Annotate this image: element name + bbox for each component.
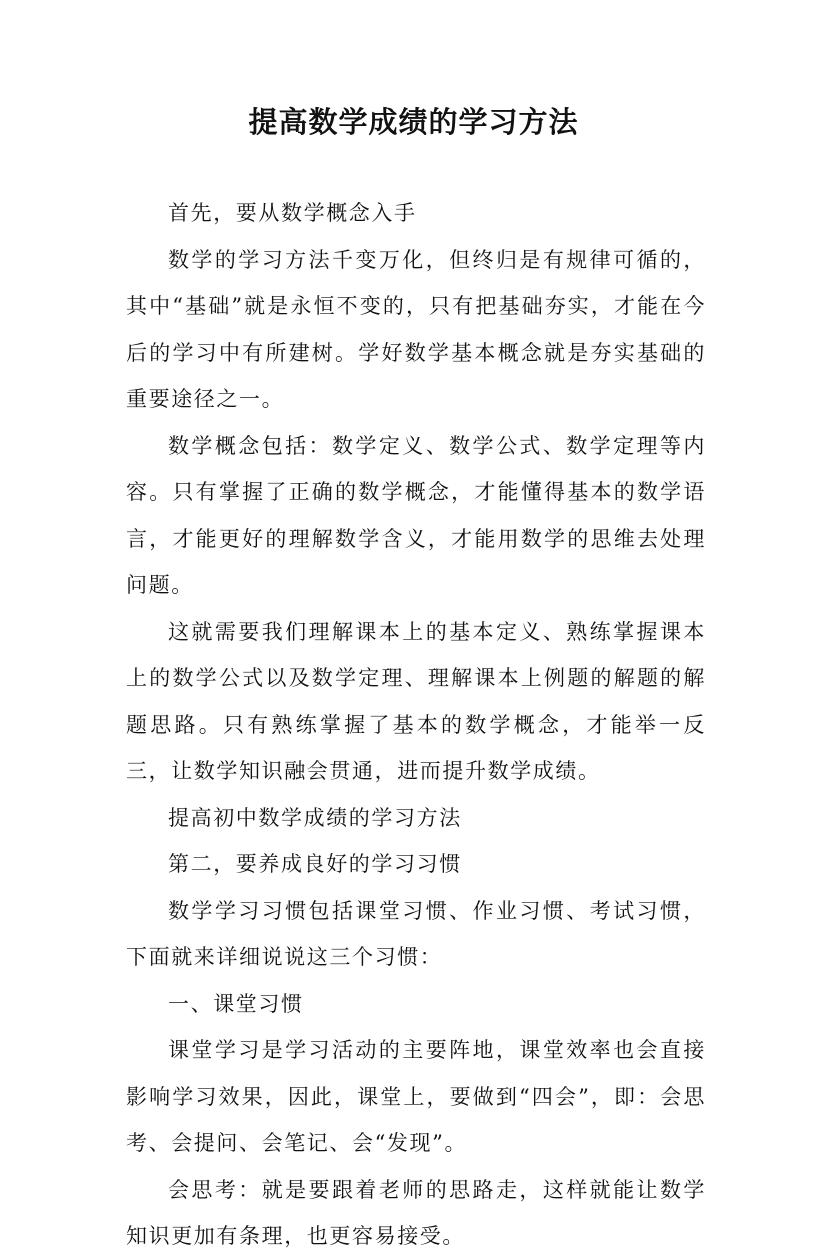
paragraph-heading-second: 第二，要养成良好的学习习惯 — [168, 852, 462, 876]
paragraph-heading-first: 首先，要从数学概念入手 — [168, 201, 417, 225]
paragraph: 会思考：就是要跟着老师的思路走，这样就能让数学知识更加有条理，也更容易接受。 — [126, 1177, 706, 1248]
paragraph-subtitle: 提高初中数学成绩的学习方法 — [168, 805, 462, 830]
paragraph: 课堂学习是学习活动的主要阵地，课堂效率也会直接影响学习效果，因此，课堂上，要做到“四会”，即：会思考、会提问、会笔记、会“发现”。 — [126, 1038, 706, 1155]
paragraph: 这就需要我们理解课本上的基本定义、熟练掌握课本上的数学公式以及数学定理、理解课本上例题的解题的解题思路。只有熟练掌握了基本的数学概念，才能举一反三，让数学知识融会贯通，进而提升数学成绩。 — [126, 619, 706, 783]
paragraph: 数学概念包括：数学定义、数学公式、数学定理等内容。只有掌握了正确的数学概念，才能懂得基本的数学语言，才能更好的理解数学含义，才能用数学的思维去处理问题。 — [126, 433, 706, 597]
document-body — [126, 190, 706, 1260]
document-title: 提高数学成绩的学习方法 — [248, 105, 579, 139]
paragraph-heading-classroom: 一、课堂习惯 — [168, 991, 304, 1016]
paragraph: 数学学习习惯包括课堂习惯、作业习惯、考试习惯，下面就来详细说说这三个习惯： — [126, 898, 706, 969]
paragraph: 数学的学习方法千变万化，但终归是有规律可循的，其中“基础”就是永恒不变的，只有把基础夯实，才能在今后的学习中有所建树。学好数学基本概念就是夯实基础的重要途径之一。 — [126, 247, 706, 411]
